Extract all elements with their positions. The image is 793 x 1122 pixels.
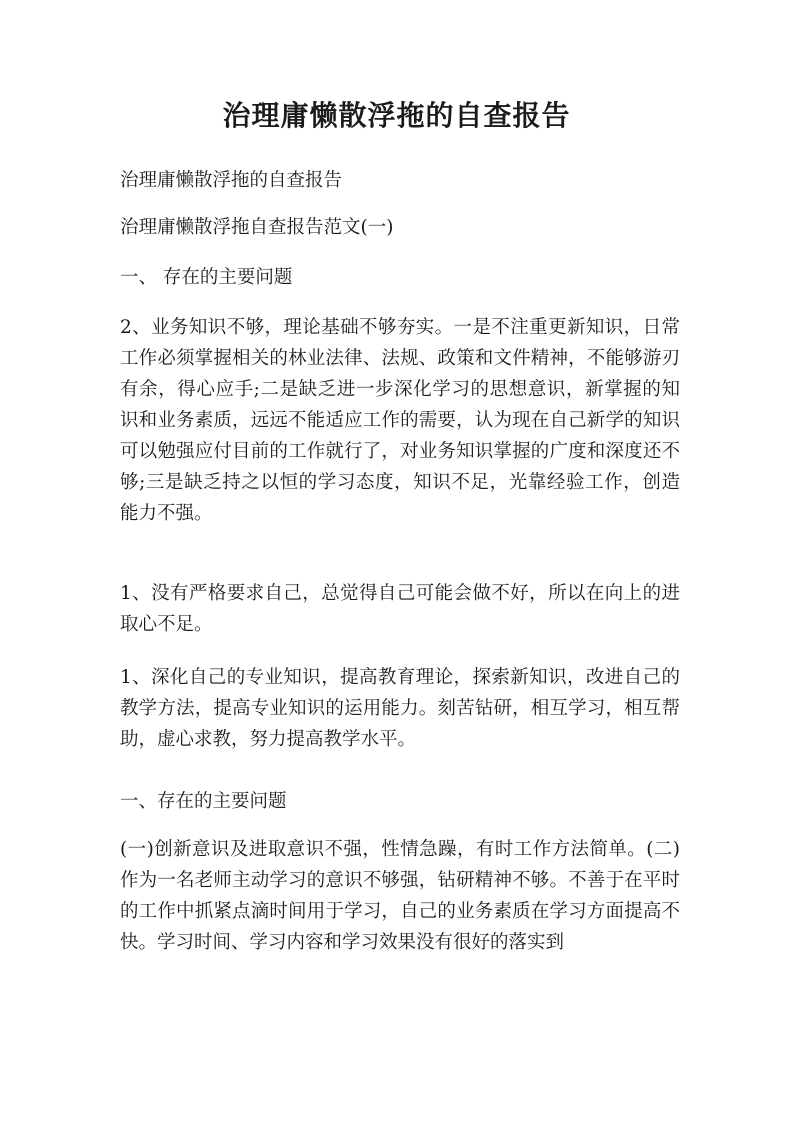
paragraph-section-heading-1: 一、 存在的主要问题: [120, 267, 293, 288]
paragraph-problems: (一)创新意识及进取意识不强，性情急躁，有时工作方法简单。(二)作为一名老师主动学习的意识不够强，钻研精神不够。不善于在平时的工作中抓紧点滴时间用于学习，自己的业务素质在学习方面提高不快。学习时间、学习内容和学习效果没有很好的落实到: [120, 839, 680, 953]
document-title: 治理庸懒散浮拖的自查报告: [222, 99, 571, 132]
paragraph-professional-knowledge: 1、深化自己的专业知识，提高教育理论，探索新知识，改进自己的教学方法，提高专业知识的运用能力。刻苦钻研，相互学习，相互帮助，虚心求教，努力提高教学水平。: [120, 667, 680, 750]
paragraph-self-requirement: 1、没有严格要求自己，总觉得自己可能会做不好，所以在向上的进取心不足。: [120, 583, 680, 635]
paragraph-business-knowledge: 2、业务知识不够，理论基础不够夯实。一是不注重更新知识，日常工作必须掌握相关的林业法律、法规、政策和文件精神，不能够游刃有余，得心应手;二是缺乏进一步深化学习的思想意识，新掌握的知识和业务素质，远远不能适应工作的需要，认为现在自己新学的知识可以勉强应付目前的工作就行了，对业务知识掌握的广度和深度还不够;三是缺乏持之以恒的学习态度，知识不足，光靠经验工作，创造能力不强。: [120, 317, 680, 524]
paragraph-section-heading-2: 一、存在的主要问题: [120, 791, 287, 812]
paragraph-sample-heading: 治理庸懒散浮拖自查报告范文(一): [120, 217, 394, 238]
paragraph-subtitle: 治理庸懒散浮拖的自查报告: [120, 170, 343, 191]
